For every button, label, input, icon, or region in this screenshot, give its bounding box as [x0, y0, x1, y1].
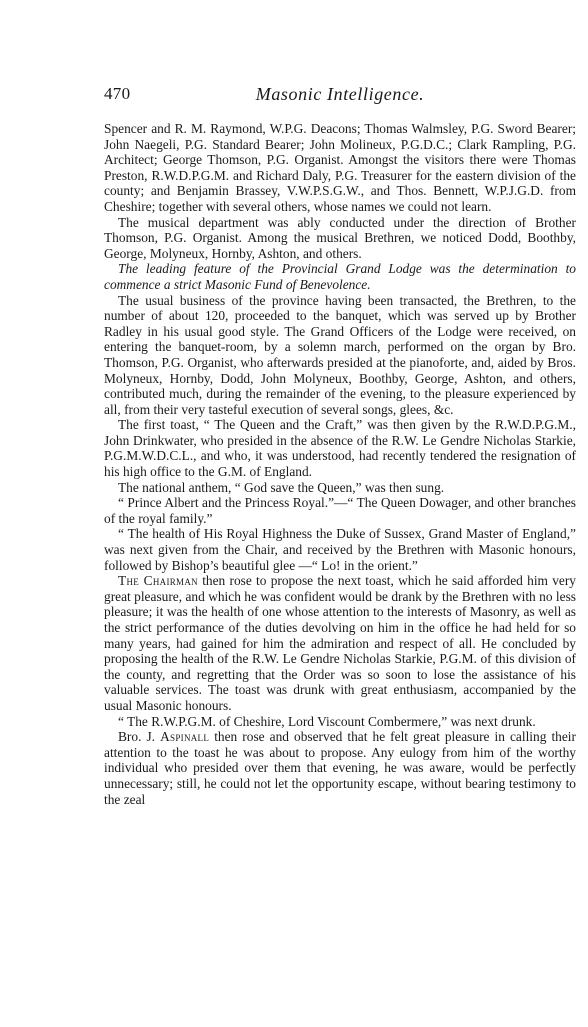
paragraph-7: “ Prince Albert and the Princess Royal.”—“ The Queen Dowager, and other branches of the royal family.”	[104, 495, 576, 526]
paragraph-10: “ The R.W.P.G.M. of Cheshire, Lord Viscount Combermere,” was next drunk.	[118, 713, 536, 729]
speaker-name: Aspinall	[160, 729, 210, 745]
page-header	[104, 84, 576, 108]
paragraph-8: “ The health of His Royal Highness the Duke of Sussex, Grand Master of England,” was next given from the Chair, and received by the Brethren with Masonic honours, followed by Bishop’s beautiful glee —“ Lo! in the orient.”	[104, 526, 576, 573]
paragraph-9	[104, 573, 576, 713]
speaker-name: The Chairman	[118, 573, 198, 589]
paragraph-4: The usual business of the province having been transacted, the Brethren, to the number of about 120, proceeded to the banquet, which was served up by Brother Radley in his usual good style. The Grand Officers of the Lodge were received, on entering the banquet-room, by a solemn march, performed on the organ by Bro. Thomson, P.G. Organist, who afterwards presided at the pianoforte, and, aided by Bros. Molyneux, Hornby, Dodd, John Molyneux, Boothby, George, Ashton, and others, contributed much, during the remainder of the evening, to the pleasure experienced by all, from their very tasteful execution of several songs, glees, &c.	[104, 292, 576, 417]
running-title: Masonic Intelligence.	[255, 84, 425, 104]
paragraph-2: The musical department was ably conducted under the direction of Brother Thomson, P.G. Organist. Among the musical Brethren, we noticed Dodd, Boothby, George, Molyneux, Hornby, Ashton, and others.	[104, 214, 576, 261]
paragraph-1: Spencer and R. M. Raymond, W.P.G. Deacons; Thomas Walmsley, P.G. Sword Bearer; John Naegeli, P.G. Standard Bearer; John Molineux, P.G.D.C.; Clark Rampling, P.G. Architect; George Thomson, P.G. Organist. Amongst the visitors there were Thomas Preston, R.W.D.P.G.M. and Richard Daly, P.G. Treasurer for the eastern division of the county; and Benjamin Brassey, V.W.P.S.G.W., and Thos. Bennett, W.P.J.G.D. from Cheshire; together with several others, whose names we could not learn.	[104, 121, 576, 214]
paragraph-11-text: then rose and observed that he felt great pleasure in calling their attention to the toast he was about to propose. Any eulogy from him of the worthy individual who presided over them that evening, he was aware, would be perfectly unnecessary; still, he could not let the opportunity escape, without bearing testimony to the zeal	[104, 729, 576, 807]
paragraph-11	[104, 729, 576, 807]
paragraph-5: The first toast, “ The Queen and the Craft,” was then given by the R.W.D.P.G.M., John Drinkwater, who presided in the absence of the R.W. Le Gendre Nicholas Starkie, P.G.M.W.D.C.L., and who, it was understood, had recently tendered the resignation of his high office to the G.M. of England.	[104, 417, 576, 480]
paragraph-9-text: then rose to propose the next toast, which he said afforded him very great pleasure, and which he was confident would be drank by the Brethren with no less pleasure; it was the health of one whose attention to the interests of Masonry, as well as the strict performance of the duties devolving on him in the office he had held for so many years, had gained for him the admiration and respect of all. He concluded by proposing the health of the R.W. Le Gendre Nicholas Starkie, P.G.M. of this division of the county, and regretting that the Order was so soon to lose the assistance of his valuable services. The toast was drunk with great enthusiasm, accompanied by the usual Masonic honours.	[104, 573, 576, 713]
speaker-prefix: Bro. J.	[118, 729, 161, 745]
page-number: 470	[104, 84, 131, 103]
paragraph-6: The national anthem, “ God save the Queen,” was then sung.	[118, 479, 445, 495]
paragraph-3: The leading feature of the Provincial Grand Lodge was the determination to commence a strict Masonic Fund of Benevolence.	[104, 261, 576, 292]
body-text	[104, 121, 576, 807]
